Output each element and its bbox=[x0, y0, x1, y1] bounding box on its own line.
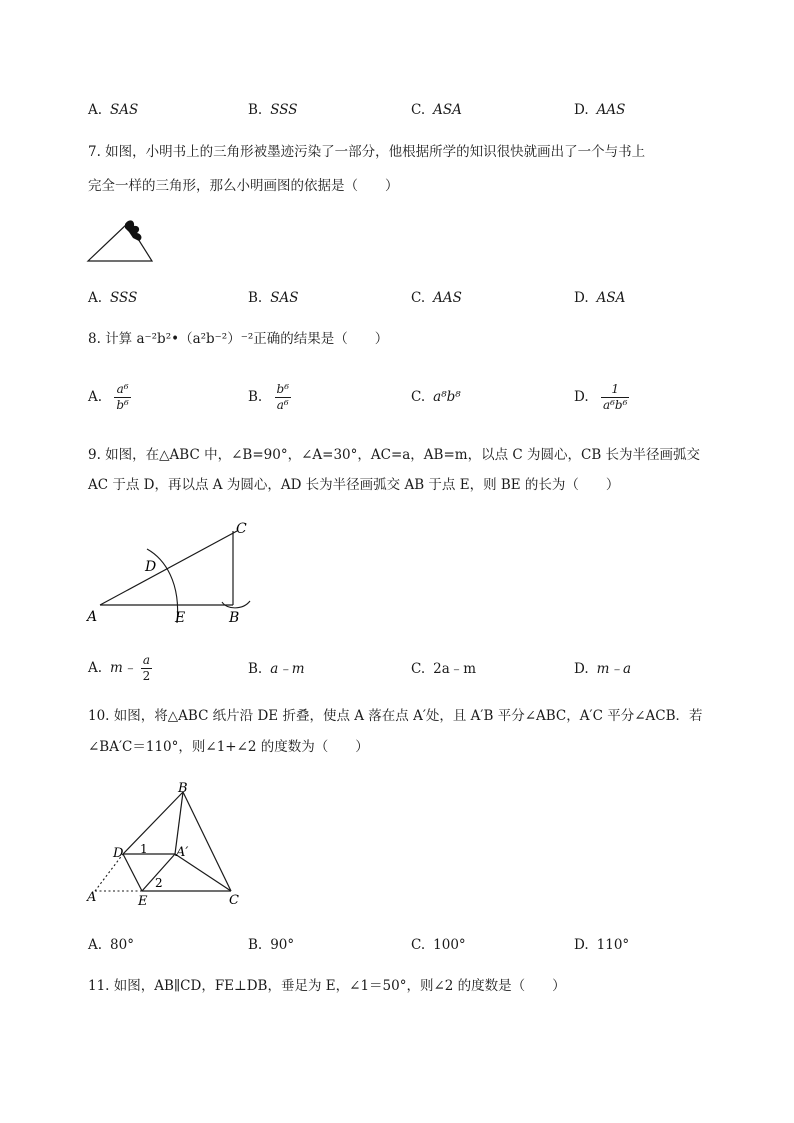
q10-option-c[interactable]: C. 100° bbox=[411, 937, 466, 953]
q10-angle-2: 2 bbox=[155, 876, 163, 890]
q9-option-d[interactable]: D. m﹣a bbox=[574, 661, 631, 677]
q10-angle-1: 1 bbox=[140, 842, 148, 856]
q8-option-d[interactable]: D. $\frac{1}{\text{a⁶b⁶}}$ bbox=[574, 382, 628, 412]
q10-label-c: C bbox=[229, 893, 239, 905]
q10-stem-line1: 10. 如图，将△ABC 纸片沿 DE 折叠，使点 A 落在点 A′处，且 A′B 平分∠ABC，A′C 平分∠ACB．若 bbox=[88, 708, 703, 724]
q10-label-d: D bbox=[113, 846, 124, 861]
q7-option-c[interactable]: C. AAS bbox=[411, 290, 462, 306]
q10-option-b[interactable]: B. 90° bbox=[248, 937, 295, 953]
q10-label-aprime: A′ bbox=[176, 845, 189, 860]
q7-options bbox=[88, 283, 708, 313]
q9-option-b[interactable]: B. a﹣m bbox=[248, 661, 305, 677]
q8-option-b-fraction: $\frac{\text{b⁶}}{\text{a⁶}}$ bbox=[276, 382, 290, 412]
q6-option-d[interactable]: D. AAS bbox=[574, 102, 626, 118]
q9-option-c[interactable]: C. 2a﹣m bbox=[411, 661, 477, 677]
q9-option-a-fraction: $\frac{a}{2}$ bbox=[142, 653, 151, 683]
q8-option-d-fraction: $\frac{1}{\text{a⁶b⁶}}$ bbox=[602, 382, 628, 412]
q9-label-d: D bbox=[145, 559, 157, 575]
q8-option-c[interactable]: C. a⁸b⁸ bbox=[411, 389, 461, 405]
q7-option-d[interactable]: D. ASA bbox=[574, 290, 626, 306]
ink-blot bbox=[125, 220, 141, 241]
q8-stem: 8. 计算 a⁻²b²•（a²b⁻²）⁻²正确的结果是（ ） bbox=[88, 331, 389, 347]
q7-option-b[interactable]: B. SAS bbox=[248, 290, 299, 306]
q10-stem-line2: ∠BA′C＝110°，则∠1+∠2 的度数为（ ） bbox=[88, 739, 369, 755]
q8-options bbox=[88, 380, 708, 416]
q7-stem-line1: 7. 如图，小明书上的三角形被墨迹污染了一部分，他根据所学的知识很快就画出了一个与书上 bbox=[88, 144, 646, 160]
q9-label-c: C bbox=[236, 521, 247, 537]
q10-option-a[interactable]: A. 80° bbox=[88, 937, 134, 953]
q10-label-a: A bbox=[87, 890, 97, 905]
q7-stem-line2: 完全一样的三角形，那么小明画图的依据是（ ） bbox=[88, 178, 399, 194]
q10-label-e: E bbox=[138, 894, 148, 905]
q10-triangle-figure bbox=[85, 777, 255, 905]
q8-option-b[interactable]: B. $\frac{\text{b⁶}}{\text{a⁶}}$ bbox=[248, 382, 290, 412]
q8-option-a-fraction: $\frac{\text{a⁶}}{\text{b⁶}}$ bbox=[116, 382, 129, 412]
q6-options bbox=[88, 95, 708, 125]
q6-option-c[interactable]: C. ASA bbox=[411, 102, 462, 118]
q7-option-a[interactable]: A. SSS bbox=[88, 290, 138, 306]
q9-stem-line1: 9. 如图，在△ABC 中，∠B=90°，∠A=30°，AC=a，AB=m，以点 C 为圆心，CB 长为半径画弧交 bbox=[88, 447, 701, 463]
q7-triangle-figure bbox=[85, 212, 160, 267]
q11-stem: 11. 如图，AB∥CD，FE⊥DB，垂足为 E，∠1＝50°，则∠2 的度数是（ ） bbox=[88, 978, 566, 994]
q8-option-a[interactable]: A. $\frac{\text{a⁶}}{\text{b⁶}}$ bbox=[88, 382, 129, 412]
q6-option-a[interactable]: A. SAS bbox=[88, 102, 139, 118]
q9-options bbox=[88, 651, 708, 691]
q9-stem-line2: AC 于点 D，再以点 A 为圆心，AD 长为半径画弧交 AB 于点 E，则 BE 的长为（ ） bbox=[88, 477, 620, 493]
q9-triangle-figure bbox=[85, 515, 260, 630]
q9-option-a[interactable]: A. m﹣ $\frac{a}{2}$ bbox=[88, 653, 151, 683]
q10-label-b: B bbox=[178, 781, 188, 796]
q9-label-b: B bbox=[229, 610, 240, 626]
q10-options bbox=[88, 930, 708, 960]
q6-option-b[interactable]: B. SSS bbox=[248, 102, 298, 118]
q9-label-e: E bbox=[175, 610, 186, 626]
q10-option-d[interactable]: D. 110° bbox=[574, 937, 630, 953]
q9-label-a: A bbox=[87, 609, 98, 625]
